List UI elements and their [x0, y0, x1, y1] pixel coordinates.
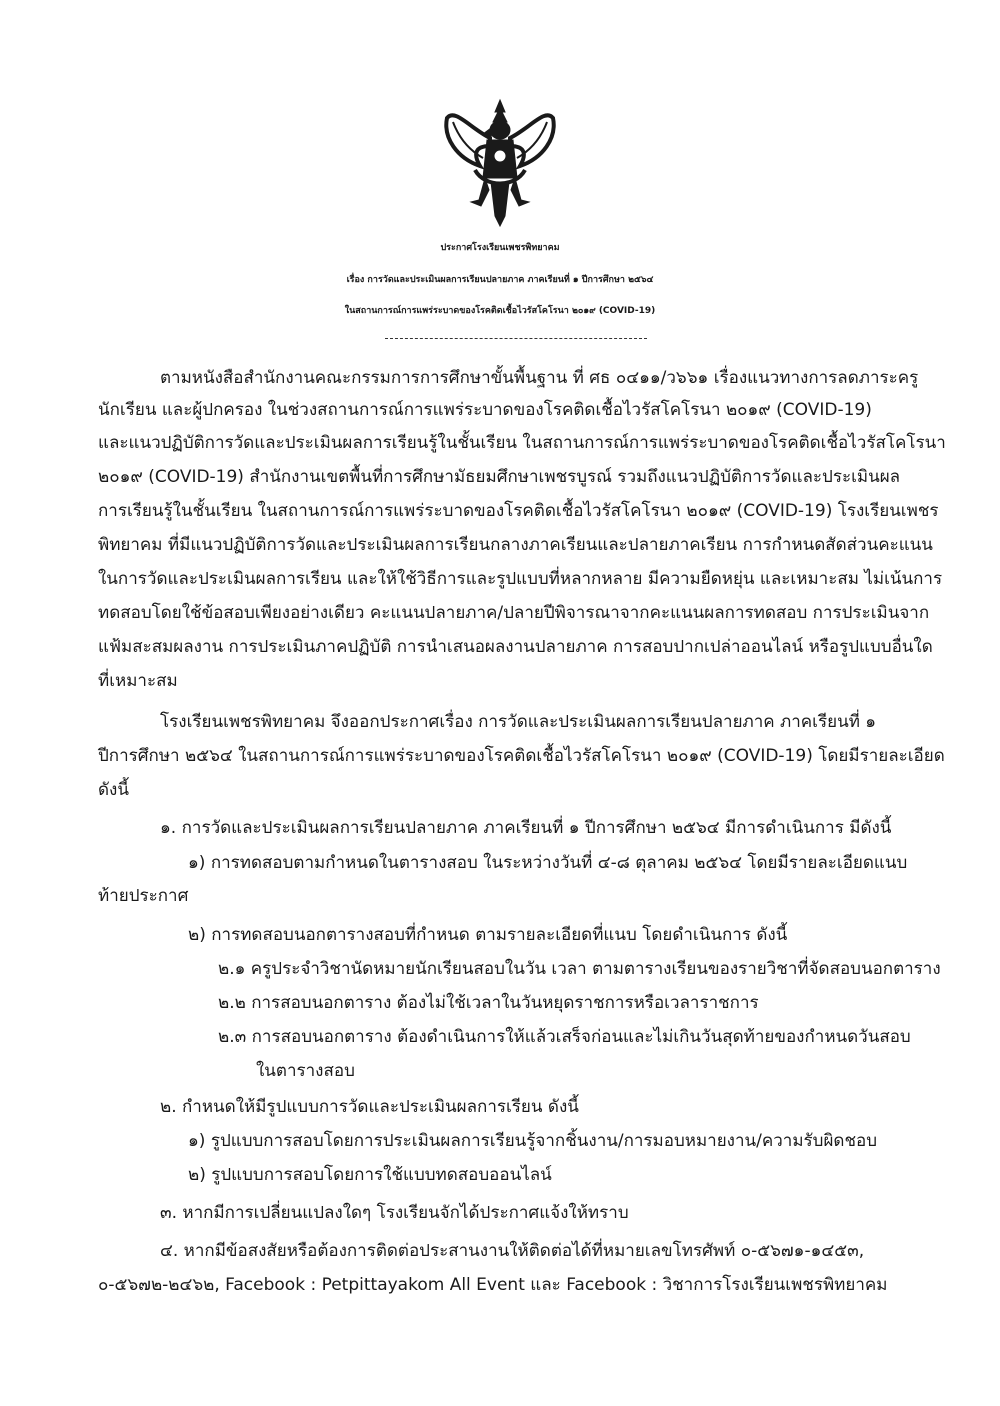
list-item: ๒.๑ ครูประจำวิชานัดหมายนักเรียนสอบในวัน เวลา ตามตารางเรียนของรายวิชาที่จัดสอบนอกตาราง: [218, 959, 941, 979]
paragraph-line: ปีการศึกษา ๒๕๖๔ ในสถานการณ์การแพร่ระบาดของโรคติดเชื้อไวรัสโคโรนา ๒๐๑๙ (COVID-19) โดยมีรายละเอียด: [98, 746, 945, 766]
list-item: ในตารางสอบ: [256, 1061, 355, 1081]
announcement-subject: เรื่อง การวัดและประเมินผลการเรียนปลายภาค ภาคเรียนที่ ๑ ปีการศึกษา ๒๕๖๔: [346, 275, 654, 285]
paragraph-line: ในการวัดและประเมินผลการเรียน และให้ใช้วิธีการและรูปแบบที่หลากหลาย มีความยืดหยุ่น และเหมาะสม ไม่เน้นการ: [98, 569, 943, 589]
list-item: ๒. กำหนดให้มีรูปแบบการวัดและประเมินผลการเรียน ดังนี้: [160, 1097, 579, 1117]
paragraph-line: นักเรียน และผู้ปกครอง ในช่วงสถานการณ์การแพร่ระบาดของโรคติดเชื้อไวรัสโคโรนา ๒๐๑๙ (COVID-19): [98, 400, 872, 420]
garuda-emblem-icon: [435, 98, 565, 228]
paragraph-line: การเรียนรู้ในชั้นเรียน ในสถานการณ์การแพร่ระบาดของโรคติดเชื้อไวรัสโคโรนา ๒๐๑๙ (COVID-19) โรงเรียนเพชร: [98, 501, 939, 521]
list-item: ๒) การทดสอบนอกตารางสอบที่กำหนด ตามรายละเอียดที่แนบ โดยดำเนินการ ดังนี้: [188, 925, 788, 945]
list-item: ท้ายประกาศ: [98, 886, 189, 906]
list-item: ๐-๕๖๗๒-๒๔๖๒, Facebook : Petpittayakom All Event และ Facebook : วิชาการโรงเรียนเพชรพิทยาคม: [98, 1275, 888, 1295]
paragraph-line: แฟ้มสะสมผลงาน การประเมินภาคปฏิบัติ การนำเสนอผลงานปลายภาค การสอบปากเปล่าออนไลน์ หรือรูปแบบอื่นใด: [98, 637, 933, 657]
list-item: ๒.๒ การสอบนอกตาราง ต้องไม่ใช้เวลาในวันหยุดราชการหรือเวลาราชการ: [218, 993, 759, 1013]
paragraph-line: และแนวปฏิบัติการวัดและประเมินผลการเรียนรู้ในชั้นเรียน ในสถานการณ์การแพร่ระบาดของโรคติดเชื้อไวรัสโคโรนา: [98, 433, 946, 453]
list-item: ๑. การวัดและประเมินผลการเรียนปลายภาค ภาคเรียนที่ ๑ ปีการศึกษา ๒๕๖๔ มีการดำเนินการ มีดังนี้: [160, 818, 892, 838]
list-item: ๑) การทดสอบตามกำหนดในตารางสอบ ในระหว่างวันที่ ๔-๘ ตุลาคม ๒๕๖๔ โดยมีรายละเอียดแนบ: [188, 853, 908, 873]
paragraph-line: ดังนี้: [98, 780, 129, 800]
paragraph-line: ที่เหมาะสม: [98, 671, 178, 691]
paragraph-line: ตามหนังสือสำนักงานคณะกรรมการการศึกษาขั้นพื้นฐาน ที่ ศธ ๐๔๑๑/ว๖๖๑ เรื่องแนวทางการลดภาระครู: [160, 368, 919, 388]
list-item: ๑) รูปแบบการสอบโดยการประเมินผลการเรียนรู้จากชิ้นงาน/การมอบหมายงาน/ความรับผิดชอบ: [188, 1131, 878, 1151]
title-divider: [385, 338, 647, 339]
announcement-title: ประกาศโรงเรียนเพชรพิทยาคม: [440, 243, 560, 253]
paragraph-line: ๒๐๑๙ (COVID-19) สำนักงานเขตพื้นที่การศึกษามัธยมศึกษาเพชรบูรณ์ รวมถึงแนวปฏิบัติการวัดและประเมินผล: [98, 467, 901, 487]
paragraph-line: โรงเรียนเพชรพิทยาคม จึงออกประกาศเรื่อง การวัดและประเมินผลการเรียนปลายภาค ภาคเรียนที่ ๑: [160, 712, 877, 732]
list-item: ๓. หากมีการเปลี่ยนแปลงใดๆ โรงเรียนจักได้ประกาศแจ้งให้ทราบ: [160, 1203, 629, 1223]
list-item: ๒.๓ การสอบนอกตาราง ต้องดำเนินการให้แล้วเสร็จก่อนและไม่เกินวันสุดท้ายของกำหนดวันสอบ: [218, 1027, 911, 1047]
announcement-context: ในสถานการณ์การแพร่ระบาดของโรคติดเชื้อไวรัสโคโรนา ๒๐๑๙ (COVID-19): [344, 306, 656, 316]
paragraph-line: พิทยาคม ที่มีแนวปฏิบัติการวัดและประเมินผลการเรียนกลางภาคเรียนและปลายภาคเรียน การกำหนดสัดส่วนคะแนน: [98, 535, 933, 555]
paragraph-line: ทดสอบโดยใช้ข้อสอบเพียงอย่างเดียว คะแนนปลายภาค/ปลายปีพิจารณาจากคะแนนผลการทดสอบ การประเมินจาก: [98, 603, 930, 623]
list-item: ๒) รูปแบบการสอบโดยการใช้แบบทดสอบออนไลน์: [188, 1165, 552, 1185]
list-item: ๔. หากมีข้อสงสัยหรือต้องการติดต่อประสานงานให้ติดต่อได้ที่หมายเลขโทรศัพท์ ๐-๕๖๗๑-๑๔๕๓,: [160, 1241, 865, 1261]
